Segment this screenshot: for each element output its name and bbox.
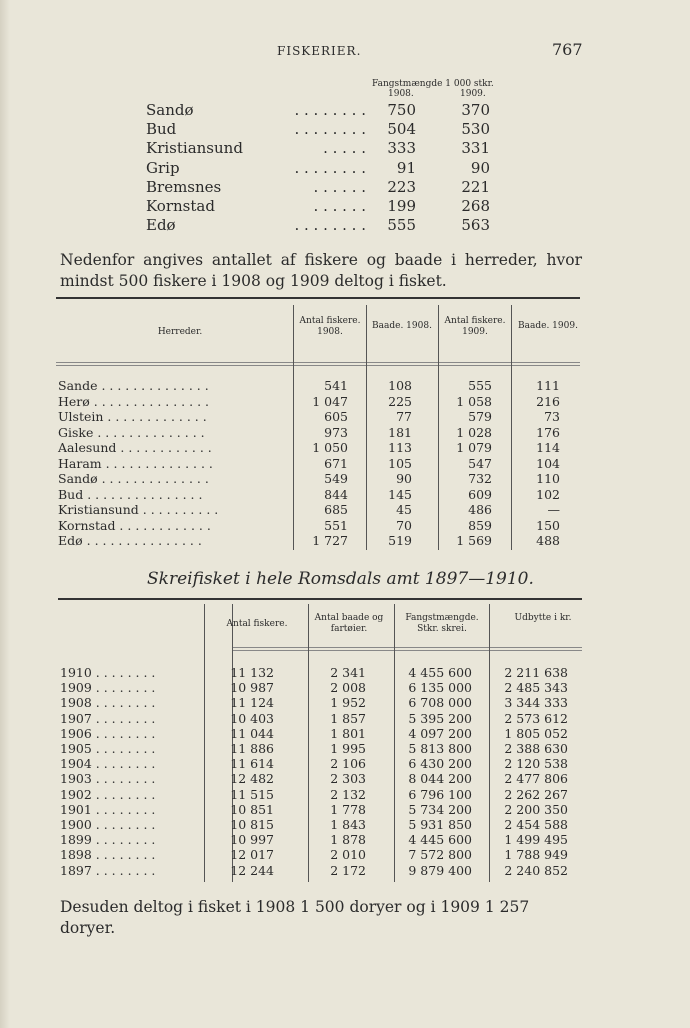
table1-year2: 1909. (460, 89, 486, 99)
table2-fiskere-1908: 671 (324, 455, 348, 471)
table3-fangst: 6 708 000 (408, 695, 472, 711)
table3-year: 1905 . . . . . . . . (60, 741, 156, 756)
table3-year: 1902 . . . . . . . . (60, 786, 156, 802)
table1-row (146, 101, 506, 120)
table3-baade: 1 995 (330, 741, 366, 756)
table3-udbytte: 2 200 350 (504, 801, 568, 817)
table2-herred: Giske . . . . . . . . . . . . . . (58, 424, 205, 440)
table3-header-fangst: Fangstmængde. Stkr. skrei. (405, 613, 479, 634)
table1-place: Bud (146, 120, 177, 139)
table3-fangst: 6 430 200 (408, 756, 472, 772)
table2-row (58, 440, 582, 455)
table3-udbytte: 2 262 267 (504, 786, 568, 802)
table3-fangst: 4 097 200 (408, 725, 472, 741)
table3-baade: 1 801 (330, 725, 366, 741)
table3-row (60, 665, 582, 680)
table3-baade: 1 952 (330, 695, 366, 711)
table2-herred: Bud . . . . . . . . . . . . . . . (58, 486, 203, 502)
table2-fiskere-1909: 547 (468, 455, 492, 471)
table3-baade: 1 778 (330, 801, 366, 817)
table1-value-1909: 90 (470, 158, 490, 177)
table3-header-rule (232, 647, 582, 648)
table1-value-1909: 563 (461, 216, 490, 235)
table2-baade-1909: 150 (536, 517, 560, 533)
table1-value-1908: 223 (387, 177, 416, 196)
table2-fiskere-1909: 579 (468, 409, 492, 424)
table2-herred: Haram . . . . . . . . . . . . . . (58, 455, 213, 471)
table3-row (60, 695, 582, 710)
table3-top-rule (58, 598, 582, 600)
table3-header-fiskere: Antal fiskere. (226, 619, 288, 629)
table3-fangst: 6 135 000 (408, 680, 472, 696)
table2-herred: Ulstein . . . . . . . . . . . . . (58, 409, 207, 424)
table3-fiskere: 12 017 (230, 847, 274, 863)
table2-baade-1908: 519 (388, 533, 412, 548)
table3-fangst: 6 796 100 (408, 786, 472, 802)
table2-header-fiskere1909: Antal fiskere. 1909. (444, 316, 506, 337)
table3-fangst: 5 734 200 (408, 801, 472, 817)
table3-udbytte: 2 477 806 (504, 771, 568, 787)
table3-year: 1907 . . . . . . . . (60, 710, 156, 726)
table1-value-1908: 750 (387, 101, 416, 119)
table2-fiskere-1909: 1 569 (456, 533, 492, 548)
table2-baade-1909: 114 (536, 440, 560, 455)
table1-value-1908: 555 (387, 216, 416, 235)
table3-fangst: 7 572 800 (408, 847, 472, 863)
table2-fiskere-1908: 1 047 (312, 393, 348, 409)
table3-year: 1910 . . . . . . . . (60, 665, 156, 680)
table2-baade-1908: 77 (396, 409, 412, 424)
table3-fiskere: 10 403 (230, 710, 274, 726)
table3-fiskere: 10 997 (230, 832, 274, 848)
table3-udbytte: 1 805 052 (504, 725, 568, 741)
table3-udbytte: 2 454 588 (504, 817, 568, 832)
table2-herred: Sande . . . . . . . . . . . . . . (58, 378, 209, 393)
table3-fiskere: 11 515 (230, 786, 274, 802)
table2-baade-1908: 108 (388, 378, 412, 393)
table3-row (60, 756, 582, 771)
table2-fiskere-1908: 844 (324, 486, 348, 502)
table2-header-herreder: Herreder. (157, 327, 203, 337)
table3-udbytte: 2 120 538 (504, 756, 568, 772)
table2-baade-1908: 70 (396, 517, 412, 533)
table3-year: 1903 . . . . . . . . (60, 771, 156, 787)
table2-fiskere-1908: 541 (324, 378, 348, 393)
table2-baade-1908: 113 (388, 440, 412, 455)
table2-herred: Kristiansund . . . . . . . . . . (58, 502, 219, 517)
table2-fiskere-1909: 486 (468, 502, 492, 517)
table1-place: Bremsnes (146, 177, 222, 196)
table3-row (60, 847, 582, 862)
table3-year: 1898 . . . . . . . . (60, 847, 156, 863)
table2-row (58, 471, 582, 486)
table2-header-baade1909: Baade. 1909. (518, 321, 578, 331)
table2-baade-1908: 225 (388, 393, 412, 409)
table3-row (60, 817, 582, 832)
table3-year: 1904 . . . . . . . . (60, 756, 156, 772)
paragraph-1: Nedenfor angives antallet af fiskere og baade i herreder, hvor mindst 500 fiskere i 1908 og 1909 deltog i fisket. (60, 251, 582, 290)
table3-row (60, 726, 582, 741)
table2-fiskere-1908: 605 (324, 409, 348, 424)
table3-baade: 2 341 (330, 665, 366, 680)
table3-year: 1906 . . . . . . . . (60, 725, 156, 741)
table2-row (58, 456, 582, 471)
table3-baade: 1 857 (330, 710, 366, 726)
table2-header-baade1908: Baade. 1908. (372, 321, 432, 331)
table2-herred: Sandø . . . . . . . . . . . . . . (58, 471, 209, 486)
section-subtitle: Skreifisket i hele Romsdals amt 1897—1910. (147, 569, 534, 589)
table3-baade: 2 010 (330, 847, 366, 863)
table3-fangst: 9 879 400 (408, 862, 472, 878)
page-edge (0, 0, 10, 1028)
table3-row (60, 741, 582, 756)
table2-fiskere-1908: 685 (324, 502, 348, 517)
table3-row (60, 680, 582, 695)
table2-fiskere-1908: 973 (324, 424, 348, 440)
table2-fiskere-1909: 732 (468, 471, 492, 486)
table1-row (146, 197, 506, 216)
table3-baade: 1 878 (330, 832, 366, 848)
table3-year: 1899 . . . . . . . . (60, 832, 156, 848)
table3-fangst: 8 044 200 (408, 771, 472, 787)
table3-baade: 2 008 (330, 680, 366, 696)
table2-baade-1909: 176 (536, 424, 560, 440)
table3-row (60, 771, 582, 786)
table3-baade: 2 132 (330, 786, 366, 802)
table3-year: 1897 . . . . . . . . (60, 862, 156, 878)
table2-row (58, 394, 582, 409)
table2-fiskere-1908: 1 727 (312, 533, 348, 548)
table3-fiskere: 11 886 (230, 741, 274, 756)
table3-year: 1908 . . . . . . . . (60, 695, 156, 711)
table2-fiskere-1909: 1 028 (456, 424, 492, 440)
table3-row (60, 832, 582, 847)
table2-fiskere-1909: 609 (468, 486, 492, 502)
table2-baade-1908: 105 (388, 455, 412, 471)
table3-udbytte: 3 344 333 (504, 695, 568, 711)
table2-baade-1908: 145 (388, 486, 412, 502)
table1-place: Sandø (146, 101, 194, 119)
table3-udbytte: 2 388 630 (504, 741, 568, 756)
table3-udbytte: 2 485 343 (504, 680, 568, 696)
table1-year1: 1908. (388, 89, 414, 99)
table2-herred: Edø . . . . . . . . . . . . . . . (58, 533, 202, 548)
table1-value-1909: 221 (461, 177, 490, 196)
table1-leader-dots: . . . . . . . . (294, 158, 366, 177)
table1-leader-dots: . . . . . . (313, 177, 366, 196)
table2-top-rule (56, 297, 580, 299)
table2-row (58, 533, 582, 548)
table1-place: Kristiansund (146, 139, 243, 158)
table3-fiskere: 10 987 (230, 680, 274, 696)
table3-fiskere: 10 851 (230, 801, 274, 817)
table3-fiskere: 12 482 (230, 771, 274, 787)
table3-fiskere: 11 132 (230, 665, 274, 680)
table3-udbytte: 2 573 612 (504, 710, 568, 726)
table2-baade-1909: 104 (536, 455, 560, 471)
table2-baade-1909: 111 (536, 378, 560, 393)
table3-baade: 2 303 (330, 771, 366, 787)
table3-baade: 2 106 (330, 756, 366, 772)
table2-row (58, 425, 582, 440)
running-header: FISKERIER. (277, 44, 362, 58)
table1-leader-dots: . . . . . . . . (294, 216, 366, 235)
table3-fangst: 4 445 600 (408, 832, 472, 848)
table2-row (58, 409, 582, 424)
table2-fiskere-1909: 555 (468, 378, 492, 393)
table2-header-fiskere1908: Antal fiskere. 1908. (299, 316, 361, 337)
table1-place: Edø (146, 216, 176, 235)
table3-udbytte: 2 211 638 (504, 665, 568, 680)
table3-header-baade: Antal baade og fartøier. (314, 613, 384, 634)
table3-fiskere: 11 614 (230, 756, 274, 772)
table1-row (146, 120, 506, 139)
table1-value-1908: 504 (387, 120, 416, 139)
table2-fiskere-1909: 1 058 (456, 393, 492, 409)
table2-fiskere-1908: 549 (324, 471, 348, 486)
table3-header-udbytte: Udbytte i kr. (514, 613, 572, 623)
table2-herred: Herø . . . . . . . . . . . . . . . (58, 393, 210, 409)
table3-year: 1909 . . . . . . . . (60, 680, 156, 696)
table2-herred: Kornstad . . . . . . . . . . . . (58, 517, 211, 533)
table1-leader-dots: . . . . . . . . (294, 120, 366, 139)
table2-row (58, 518, 582, 533)
table2-header-rule-2 (56, 365, 580, 366)
table3-fangst: 5 931 850 (408, 817, 472, 832)
table1-value-1908: 333 (387, 139, 416, 158)
table3-year: 1901 . . . . . . . . (60, 801, 156, 817)
table3-udbytte: 1 788 949 (504, 847, 568, 863)
table2-fiskere-1908: 551 (324, 517, 348, 533)
table3-fangst: 4 455 600 (408, 665, 472, 680)
table2-baade-1908: 45 (396, 502, 412, 517)
table2-row (58, 378, 582, 393)
table3-fiskere: 12 244 (230, 862, 274, 878)
table1-value-1908: 91 (396, 158, 416, 177)
table3-row (60, 863, 582, 878)
table1-leader-dots: . . . . . . . . (294, 101, 366, 119)
table2-baade-1909: 110 (536, 471, 560, 486)
table2-herred: Aalesund . . . . . . . . . . . . (58, 440, 212, 455)
table2-baade-1909: — (547, 502, 560, 517)
page-number: 767 (552, 40, 583, 59)
table3-fiskere: 11 044 (230, 725, 274, 741)
table3-fiskere: 10 815 (230, 817, 274, 832)
table3-header-rule-2 (232, 650, 582, 651)
table1-leader-dots: . . . . . (323, 139, 366, 158)
table2-row (58, 502, 582, 517)
table2-baade-1908: 181 (388, 424, 412, 440)
table1-value-1909: 530 (461, 120, 490, 139)
table1-row (146, 159, 506, 178)
table1-place: Kornstad (146, 197, 215, 215)
table1-place: Grip (146, 158, 180, 177)
table2-baade-1909: 216 (536, 393, 560, 409)
table3-row (60, 787, 582, 802)
table1-leader-dots: . . . . . . (313, 197, 366, 215)
table2-fiskere-1909: 859 (468, 517, 492, 533)
table1-row (146, 139, 506, 158)
table2-fiskere-1909: 1 079 (456, 440, 492, 455)
table3-fangst: 5 813 800 (408, 741, 472, 756)
table3-baade: 1 843 (330, 817, 366, 832)
table1-header (372, 79, 494, 99)
table1-value-1909: 370 (461, 101, 490, 119)
table3-fangst: 5 395 200 (408, 710, 472, 726)
table2-header-rule (56, 362, 580, 363)
table3-year: 1900 . . . . . . . . (60, 817, 156, 832)
table1-value-1908: 199 (387, 197, 416, 215)
table1-heading: Fangstmængde 1 000 stkr. (372, 79, 494, 89)
table2-baade-1909: 102 (536, 486, 560, 502)
table3-row (60, 711, 582, 726)
table3-row (60, 802, 582, 817)
table2-baade-1908: 90 (396, 471, 412, 486)
table3-udbytte: 1 499 495 (504, 832, 568, 848)
table1-row (146, 216, 506, 235)
table2-baade-1909: 73 (544, 409, 560, 424)
table2-row (58, 487, 582, 502)
footer-paragraph: Desuden deltog i fisket i 1908 1 500 doryer og i 1909 1 257 doryer. (60, 898, 530, 937)
table3-udbytte: 2 240 852 (504, 862, 568, 878)
table2-baade-1909: 488 (536, 533, 560, 548)
table2-fiskere-1908: 1 050 (312, 440, 348, 455)
table3-baade: 2 172 (330, 862, 366, 878)
table1-value-1909: 331 (461, 139, 490, 158)
table1-row (146, 178, 506, 197)
table3-fiskere: 11 124 (230, 695, 274, 711)
table1-value-1909: 268 (461, 197, 490, 215)
